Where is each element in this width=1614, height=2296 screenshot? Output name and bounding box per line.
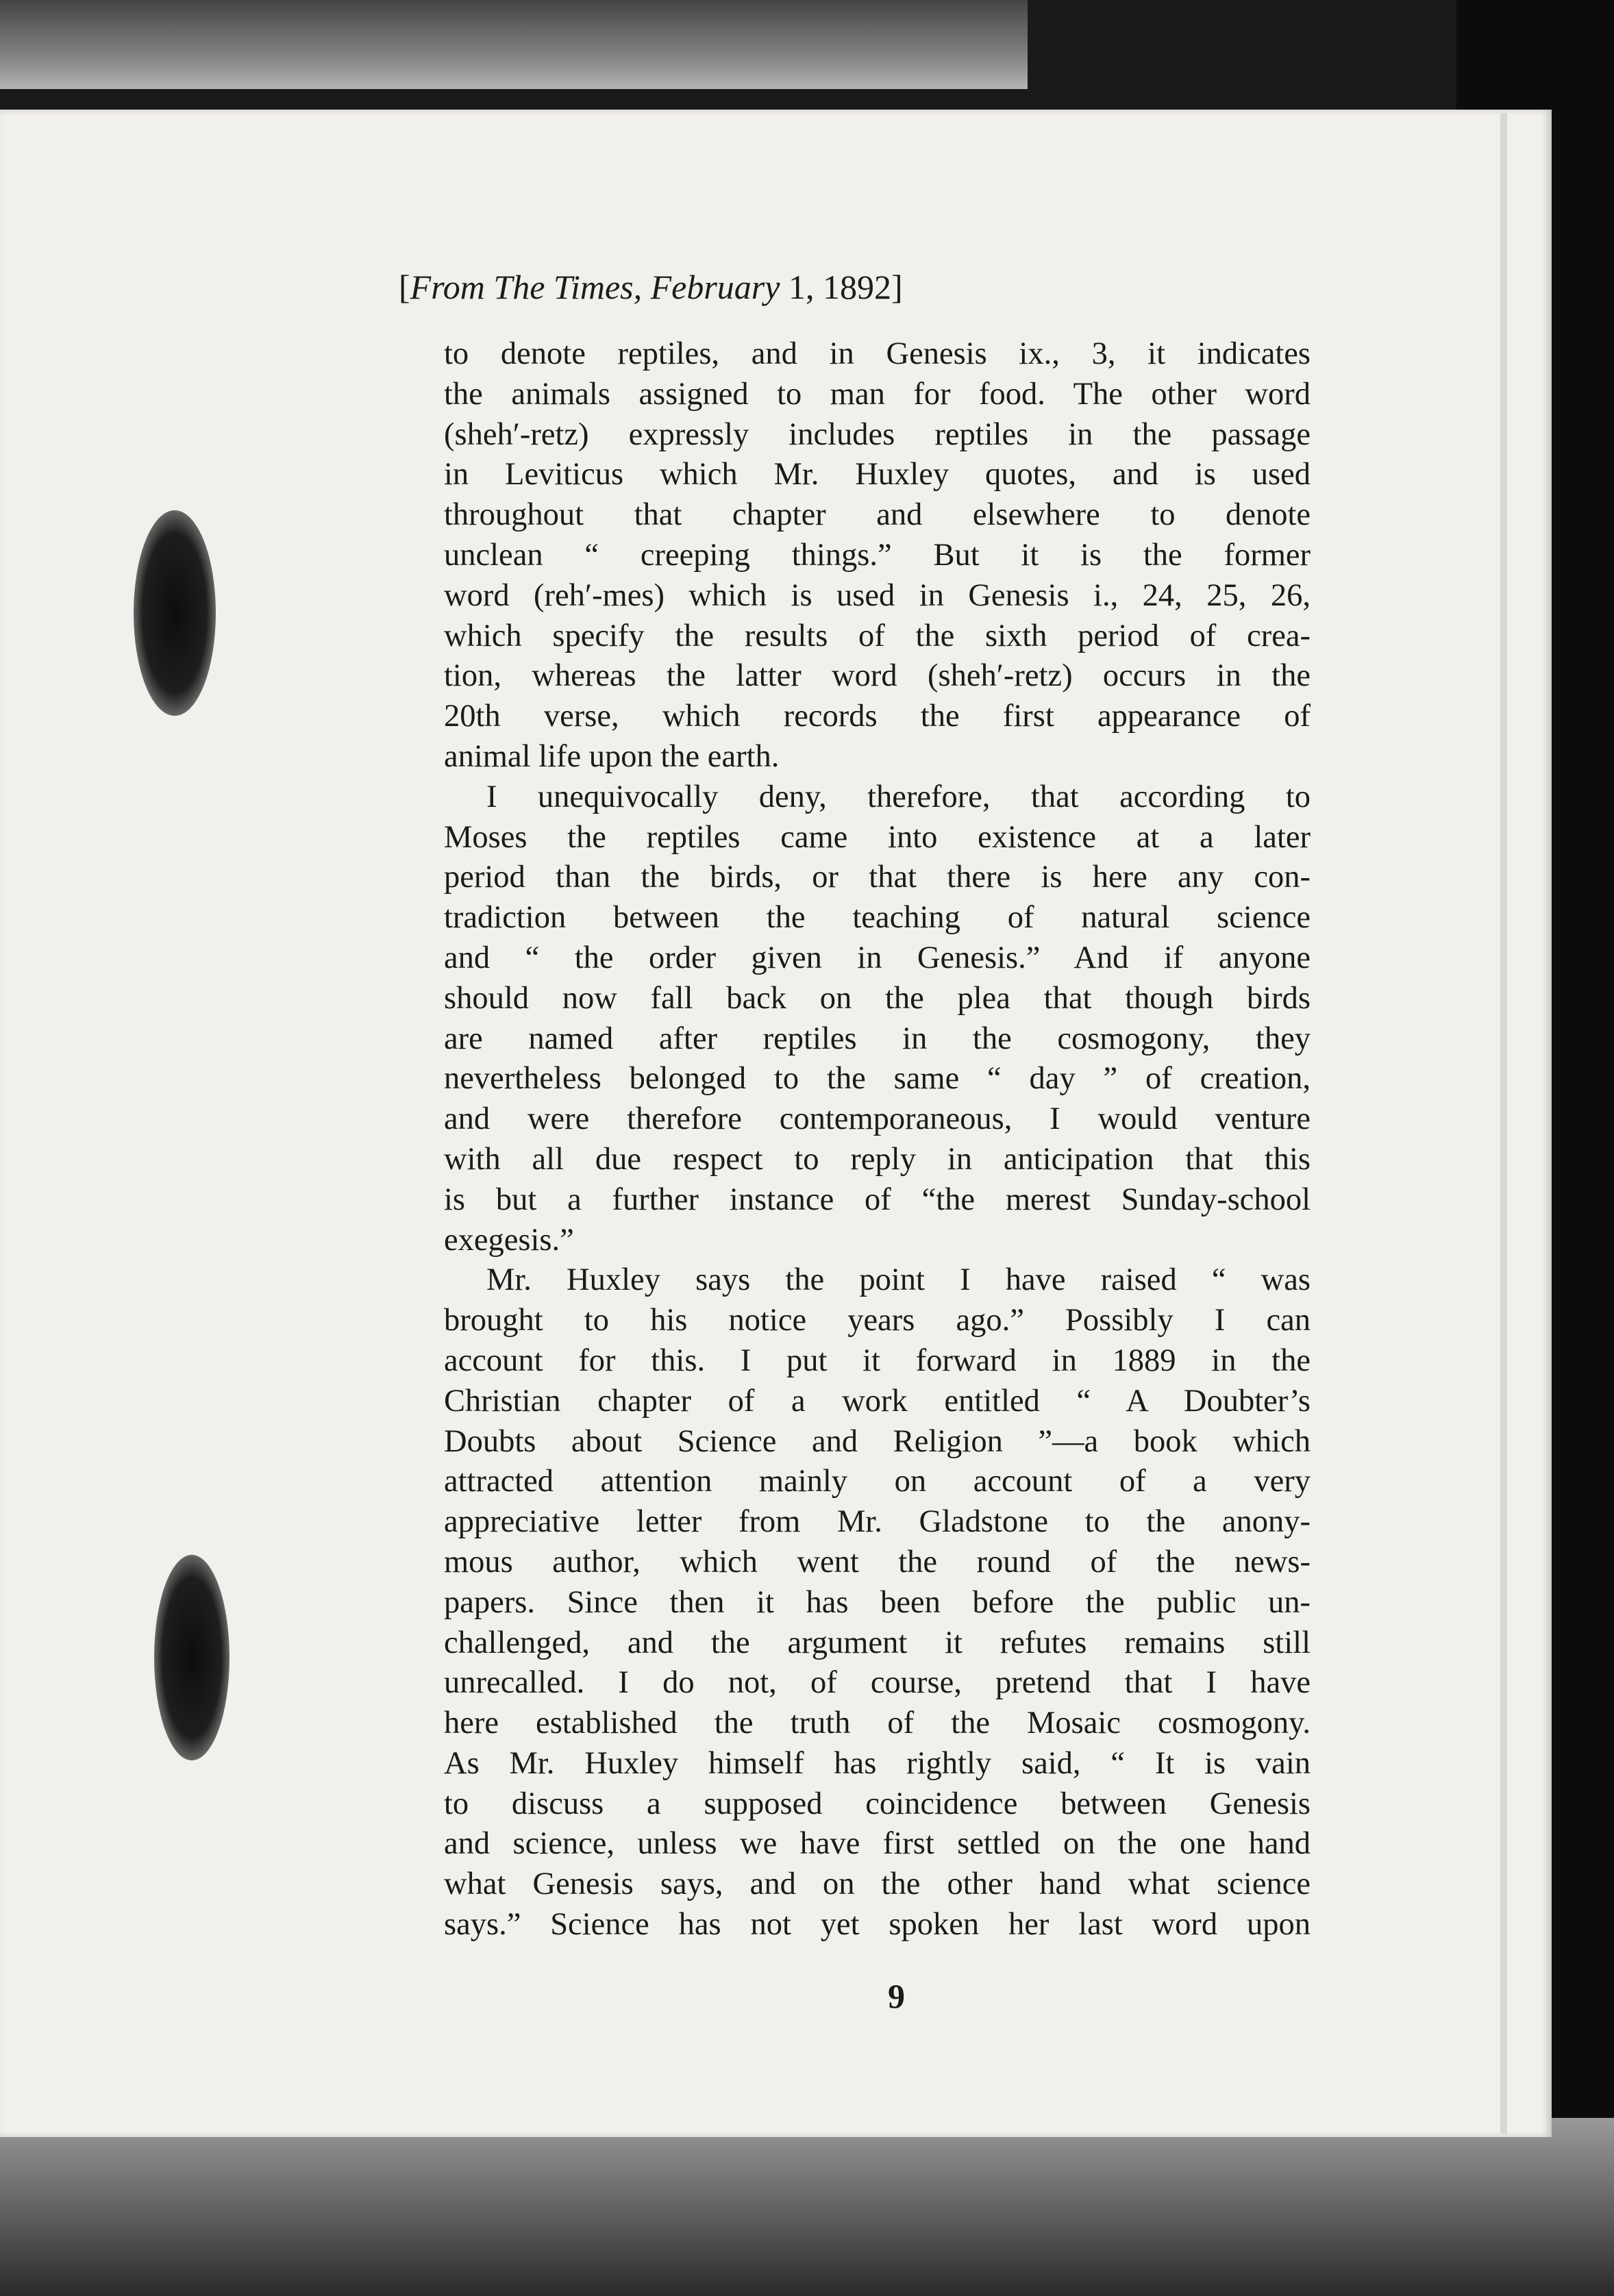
text-line: what Genesis says, and on the other hand what science bbox=[444, 1867, 1311, 1902]
page-edge bbox=[1500, 113, 1507, 2134]
text-line: Christian chapter of a work entitled “ A Doubter’s bbox=[444, 1383, 1311, 1419]
text-line: tradiction between the teaching of natural science bbox=[444, 900, 1311, 936]
text-line: to discuss a supposed coincidence between Genesis bbox=[444, 1786, 1311, 1821]
binding-hole-mark bbox=[134, 510, 216, 716]
text-line: throughout that chapter and elsewhere to denote bbox=[444, 497, 1311, 533]
text-line: challenged, and the argument it refutes remains still bbox=[444, 1625, 1311, 1660]
scan-bottom-margin bbox=[0, 2118, 1614, 2296]
text-line: Moses the reptiles came into existence at a later bbox=[444, 819, 1311, 855]
text-line: brought to his notice years ago.” Possibly I can bbox=[444, 1303, 1311, 1338]
text-line: account for this. I put it forward in 1889 in the bbox=[444, 1343, 1311, 1378]
text-line: unrecalled. I do not, of course, pretend that I have bbox=[444, 1665, 1311, 1701]
page-number: 9 bbox=[888, 1977, 905, 2015]
text-line: attracted attention mainly on account of a very bbox=[444, 1464, 1311, 1499]
text-line: unclean “ creeping things.” But it is the former bbox=[444, 537, 1311, 573]
text-line: tion, whereas the latter word (sheh′-retz) occurs in the bbox=[444, 658, 1311, 694]
text-line: papers. Since then it has been before the public un- bbox=[444, 1584, 1311, 1620]
text-line: the animals assigned to man for food. The other word bbox=[444, 376, 1311, 412]
text-line: is but a further instance of “the merest Sunday-school bbox=[444, 1182, 1311, 1217]
text-line: Doubts about Science and Religion ”—a book which bbox=[444, 1423, 1311, 1459]
paragraph-start-line: Mr. Huxley says the point I have raised “ was bbox=[486, 1262, 1311, 1298]
text-line: are named after reptiles in the cosmogony, they bbox=[444, 1021, 1311, 1056]
text-line: As Mr. Huxley himself has rightly said, “ It is vain bbox=[444, 1745, 1311, 1781]
text-line: with all due respect to reply in anticipation that this bbox=[444, 1141, 1311, 1177]
text-line: and “ the order given in Genesis.” And if anyone bbox=[444, 940, 1311, 975]
text-line: word (reh′-mes) which is used in Genesis i., 24, 25, 26, bbox=[444, 577, 1311, 613]
body-text bbox=[444, 334, 1311, 1945]
text-line: period than the birds, or that there is here any con- bbox=[444, 860, 1311, 895]
text-line: exegesis.” bbox=[444, 1222, 574, 1258]
text-line: should now fall back on the plea that though birds bbox=[444, 980, 1311, 1016]
running-head-source: From The Times, February bbox=[410, 268, 780, 306]
text-line: appreciative letter from Mr. Gladstone to the anony- bbox=[444, 1504, 1311, 1540]
text-line: animal life upon the earth. bbox=[444, 738, 780, 774]
text-line: says.” Science has not yet spoken her last word upon bbox=[444, 1907, 1311, 1943]
running-head-date: 1, 1892] bbox=[780, 268, 903, 306]
running-head bbox=[399, 267, 1221, 307]
text-line: mous author, which went the round of the news- bbox=[444, 1544, 1311, 1580]
binding-hole-mark bbox=[154, 1555, 229, 1760]
text-line: (sheh′-retz) expressly includes reptiles in the passage bbox=[444, 416, 1311, 452]
text-line: nevertheless belonged to the same “ day ” of creation, bbox=[444, 1061, 1311, 1097]
text-line: to denote reptiles, and in Genesis ix., 3, it indicates bbox=[444, 336, 1311, 371]
text-line: which specify the results of the sixth period of crea- bbox=[444, 618, 1311, 653]
text-line: in Leviticus which Mr. Huxley quotes, and is used bbox=[444, 457, 1311, 492]
scan-top-margin bbox=[0, 0, 1028, 89]
text-line: here established the truth of the Mosaic cosmogony. bbox=[444, 1706, 1311, 1741]
text-line: and were therefore contemporaneous, I would venture bbox=[444, 1101, 1311, 1137]
text-line: 20th verse, which records the first appearance of bbox=[444, 699, 1311, 734]
text-line: and science, unless we have first settled on the one hand bbox=[444, 1826, 1311, 1862]
running-head-bracket: [ bbox=[399, 268, 410, 306]
paragraph-start-line: I unequivocally deny, therefore, that according to bbox=[486, 779, 1311, 814]
